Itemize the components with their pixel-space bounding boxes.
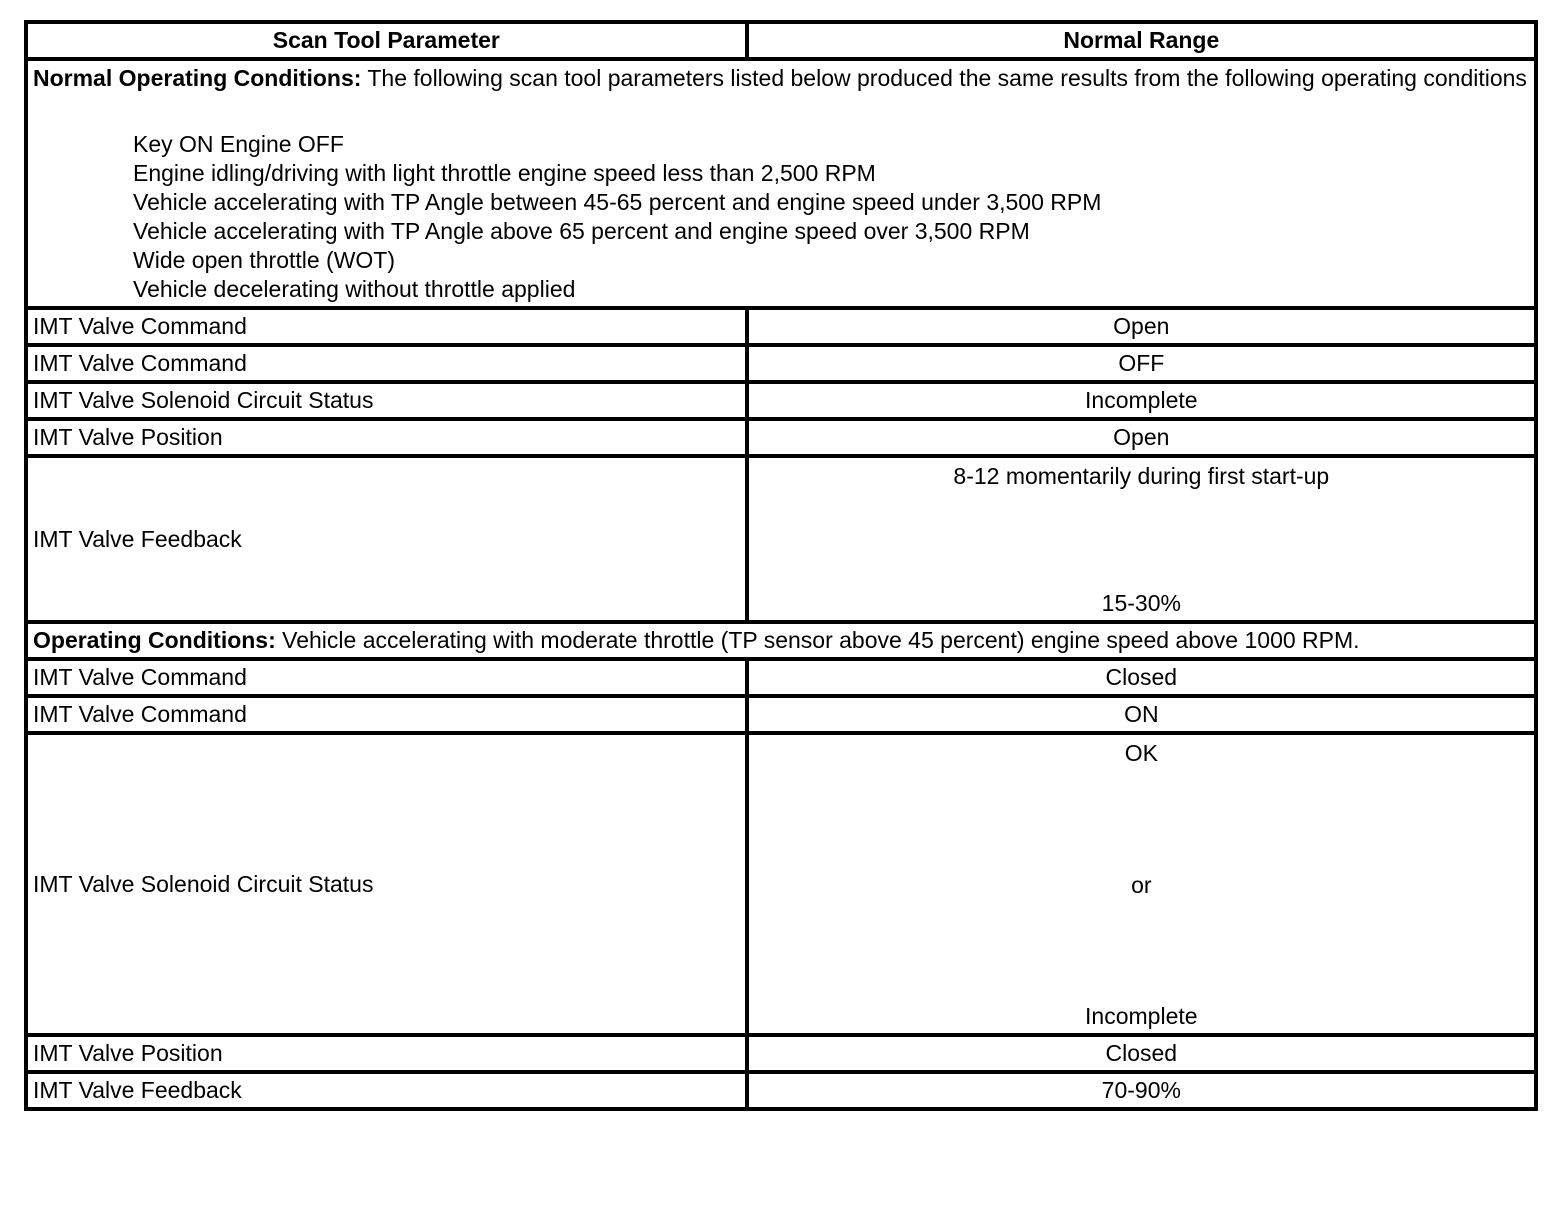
operating-conditions-intro: Vehicle accelerating with moderate throttle (TP sensor above 45 percent) engine speed above 1000 RPM. (275, 627, 1360, 653)
operating-conditions-cell (26, 622, 1536, 659)
table-row (26, 1072, 1536, 1109)
range-cell: Open (747, 308, 1536, 345)
operating-conditions-label: Operating Conditions: (33, 627, 276, 653)
header-normal-range: Normal Range (747, 22, 1536, 59)
range-cell: OFF (747, 345, 1536, 382)
parameter-cell: IMT Valve Command (26, 696, 747, 733)
parameter-cell: IMT Valve Solenoid Circuit Status (26, 382, 747, 419)
table-row (26, 659, 1536, 696)
parameter-cell: IMT Valve Feedback (26, 1072, 747, 1109)
section-2-conditions-row (26, 622, 1536, 659)
operating-conditions-list (33, 130, 1529, 306)
section-1-conditions-row (26, 59, 1536, 308)
range-cell (747, 733, 1536, 1035)
normal-operating-conditions-text (33, 64, 1529, 93)
range-cell: Closed (747, 1035, 1536, 1072)
table-row (26, 1035, 1536, 1072)
range-lines (749, 458, 1534, 620)
table-row (26, 308, 1536, 345)
condition-item: Wide open throttle (WOT) (133, 247, 396, 273)
condition-item: Engine idling/driving with light throttle engine speed less than 2,500 RPM (133, 160, 876, 186)
table-row (26, 733, 1536, 1035)
normal-operating-conditions-label: Normal Operating Conditions: (33, 65, 362, 91)
range-line: 15-30% (1101, 590, 1181, 616)
range-line: OK (1124, 740, 1158, 766)
range-cell: 70-90% (747, 1072, 1536, 1109)
table-row (26, 419, 1536, 456)
condition-item: Key ON Engine OFF (133, 131, 344, 157)
table-row (26, 696, 1536, 733)
normal-operating-conditions-intro: The following scan tool parameters listed below produced the same results from the following operating conditions (361, 65, 1527, 91)
range-line: or (1131, 871, 1152, 898)
parameter-cell: IMT Valve Position (26, 419, 747, 456)
header-scan-tool-parameter: Scan Tool Parameter (26, 22, 747, 59)
condition-item: Vehicle decelerating without throttle applied (133, 276, 576, 302)
parameter-cell: IMT Valve Position (26, 1035, 747, 1072)
condition-item: Vehicle accelerating with TP Angle above 65 percent and engine speed over 3,500 RPM (133, 218, 1030, 244)
parameter-cell: IMT Valve Command (26, 308, 747, 345)
parameter-cell: IMT Valve Command (26, 345, 747, 382)
parameter-cell: IMT Valve Command (26, 659, 747, 696)
normal-operating-conditions-cell (26, 59, 1536, 308)
table-row (26, 382, 1536, 419)
table-row (26, 345, 1536, 382)
range-cell: Open (747, 419, 1536, 456)
table-row (26, 456, 1536, 622)
range-cell: Incomplete (747, 382, 1536, 419)
range-line: 8-12 momentarily during first start-up (953, 463, 1330, 489)
table-header-row (26, 22, 1536, 59)
range-cell: ON (747, 696, 1536, 733)
range-cell: Closed (747, 659, 1536, 696)
scan-tool-parameter-table (24, 20, 1538, 1111)
range-lines (749, 735, 1534, 1033)
condition-item: Vehicle accelerating with TP Angle between 45-65 percent and engine speed under 3,500 RPM (133, 189, 1102, 215)
parameter-cell: IMT Valve Feedback (26, 456, 747, 622)
parameter-cell: IMT Valve Solenoid Circuit Status (26, 733, 747, 1035)
range-cell (747, 456, 1536, 622)
range-line: Incomplete (1085, 1003, 1198, 1029)
